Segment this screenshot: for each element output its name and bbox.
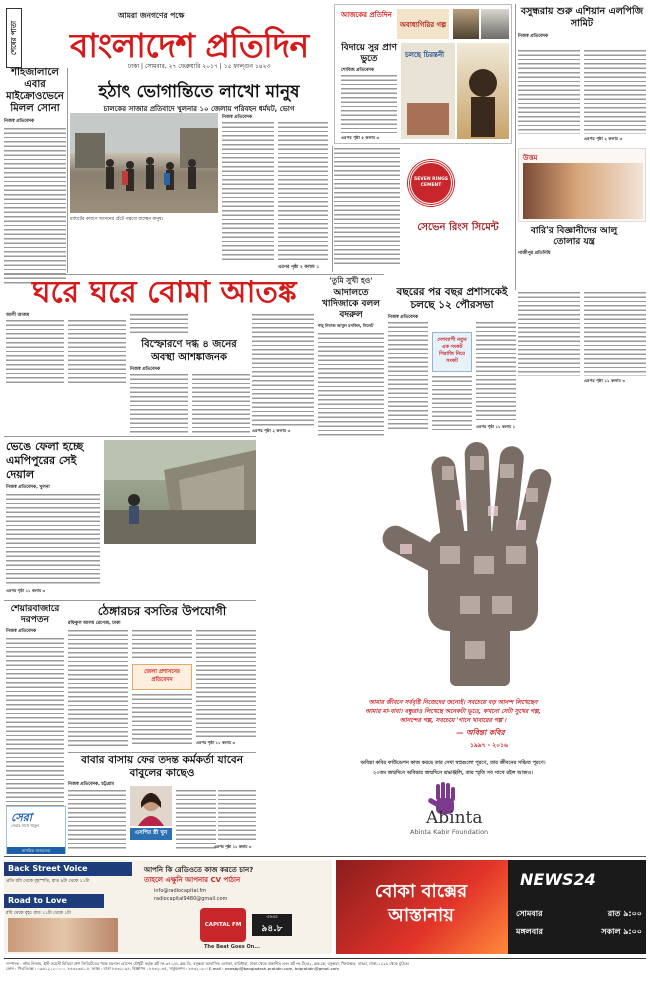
body-text (68, 630, 128, 746)
blast-body-2 (192, 374, 250, 434)
body-text-2 (278, 122, 328, 260)
potato-story (518, 226, 646, 292)
poster-3 (401, 43, 455, 139)
column-rule (332, 146, 333, 272)
potato-story-body (518, 292, 646, 388)
body-text-2 (432, 376, 472, 430)
supplement-band: অবাধ্যগিরির গল্প (397, 9, 449, 39)
handprint-collage (260, 436, 646, 696)
time-2: সকাল ৯:০০ (601, 927, 642, 936)
section-tag (6, 8, 22, 68)
body-text (318, 333, 384, 441)
headline[interactable]: বছরের পর বছর প্রশাসকেই চলছে ১২ পৌরসভা (396, 286, 508, 311)
byline: নিজস্ব প্রতিবেদক (518, 34, 549, 39)
imprint (6, 961, 644, 972)
byline: গাজীপুর প্রতিনিধি (518, 251, 551, 256)
radio-capital-ad[interactable] (4, 860, 332, 954)
bomb-body-1 (6, 320, 64, 384)
continued[interactable]: এরপর পৃষ্ঠা ২ কলাম ৩ (584, 136, 623, 141)
section-tag-label: শেষের পাতা (10, 20, 18, 55)
section-rule (4, 856, 646, 857)
continued[interactable]: এরপর পৃষ্ঠা ২ কলাম ১ (278, 265, 320, 270)
poster-1 (453, 9, 479, 39)
abinta-ad[interactable] (260, 436, 646, 854)
foundation-line: অবিন্তা কবির ফাউন্ডেশন কাজ করছে তার দেখা স্বপ্নগুলো পূরণে, তার জীবনের সঞ্চিত পূরণে। (360, 760, 546, 766)
abinta-signature: — অবিন্তা কবির (456, 728, 505, 737)
slum-story (68, 604, 256, 750)
supplement-text (341, 75, 397, 133)
bomb-body-2 (68, 320, 126, 384)
show2-time: রবি থেকে বৃহঃ রাত ১১টা থেকে ১টা (6, 911, 71, 916)
show1-banner (4, 862, 132, 876)
poster-4 (457, 43, 509, 139)
cement-brand: সেভেন রিংস সিমেন্ট (417, 222, 499, 233)
blast-headline[interactable]: বিস্ফোরণে দগ্ধ ৪ জনের অবস্থা আশঙ্কাজনক (141, 339, 237, 363)
show-title: বোকা বাক্সের আস্তানায় (374, 881, 468, 926)
sera-footer: নাগরিক সাজসেবা (7, 847, 65, 854)
byline: রফিকুল আলম রেপেজ, ঢাকা (68, 621, 121, 626)
byline: নিজস্ব প্রতিবেদক, চট্টগ্রাম (68, 782, 114, 787)
headline[interactable]: ভেঙে ফেলা হচ্ছে এমপিপুরের সেই দেয়াল (6, 440, 84, 481)
continued[interactable]: এরপর পৃষ্ঠা ১১ কলাম ৩ (214, 844, 252, 849)
continued[interactable]: এরপর পৃষ্ঠা ১১ কলাম ৩ (584, 378, 625, 383)
body-text-3 (218, 790, 256, 842)
byline: নিজস্ব প্রতিবেদক (4, 119, 35, 124)
sp-wife-caption: এসপির স্ত্রী খুন (130, 828, 172, 840)
body-text (222, 122, 274, 260)
lead-photo (70, 113, 218, 213)
time-1: রাত ৯:০০ (607, 909, 642, 918)
blast-body-1 (130, 374, 188, 434)
radio-email-2[interactable]: radiocapital9480@gmail.com (154, 896, 228, 902)
portrait-illustration (130, 786, 172, 826)
show1-time: প্রতি রবি থেকে বৃহস্পতি, রাত ৯টা থেকে ১১টা (6, 879, 90, 884)
supplement-logo: আজকের প্রতিদিন (341, 11, 392, 19)
abinta-quote (278, 698, 628, 725)
abinta-years: ১৯৯৭ - ২০১৬ (470, 742, 508, 749)
supplement-box (334, 4, 512, 144)
radio-question-1: আপনি কি রেডিওতে কাজ করতে চান? (144, 866, 254, 874)
callout-box: দেশব্যাপী নতুন এক সংকট সিরাজি নিয়ে সংকট (432, 332, 472, 372)
body-text (518, 50, 580, 134)
continued[interactable]: এরপর পৃষ্ঠা ১১ কলাম ৩ (196, 740, 236, 745)
ad-photo (523, 163, 643, 219)
body-text (518, 292, 580, 376)
channel-logo: NEWS24 (520, 870, 596, 889)
sera-brand: সেরা (11, 811, 32, 824)
bomb-byline: আলী আজম (6, 313, 30, 318)
quote-line-2: আমার মা-বাবা। বন্ধুরাও লিখেছে অনেকটা ভূতে, কখনো সেটা সুখের গল্প, (365, 708, 541, 715)
poster-2 (481, 9, 509, 39)
supplement-headline[interactable]: বিদায়ে সুর প্রাণ ভুতে (341, 43, 397, 64)
cement-ad[interactable] (402, 150, 512, 260)
imprint-line-1: সম্পাদক : নঈম নিজাম, ইস্ট ওয়েস্ট মিডিয়া গ্রুপ লিমিটেডের পক্ষে ময়নাল হোসেন চৌধুরী কর্তৃক প্লট নং-৩৭১/এ, ব্লক-ডি, বসুন্ধরা আবাসিক এলাকা, বারিধারা, ঢাকা থেকে প্রকাশিত এবং প্লট নং-সি/৫২, ব্লক-কে, বসুন্ধরা, খিলক্ষেত, বাড্ডা, ঢাকা-১২২৯ থেকে মুদ্রিত। (6, 961, 410, 966)
masthead-tagline: আমরা জনগণের পক্ষে (118, 11, 185, 20)
headline[interactable]: বাবার বাসায় ফের তদন্ত কর্মকর্তা যাবেন বাবুলের কাছেও (80, 754, 244, 779)
uttam-ad[interactable] (518, 148, 646, 222)
schedule-2 (516, 926, 642, 939)
headline[interactable]: শাহজালালে এবার মাইক্রোওভেনে মিলল সোনা (6, 67, 64, 114)
bomb-headline[interactable]: ঘরে ঘরে বোমা আতঙ্ক (32, 275, 297, 310)
cement-seal (408, 160, 454, 206)
father-story (68, 754, 256, 854)
silhouette-illustration (457, 43, 509, 139)
bomb-continued[interactable]: এরপর পৃষ্ঠা ২ কলাম ৩ (252, 428, 291, 433)
news24-ad[interactable] (336, 860, 646, 954)
show-title-panel (336, 860, 508, 954)
body-text (6, 638, 64, 806)
byline: নিজস্ব প্রতিবেদক (388, 315, 419, 320)
body-text-2 (176, 790, 216, 850)
photo-caption: ধর্মঘটের কারণে আসনের হেঁটে গন্তব্যে যাচ্ছেন মানুষ। (70, 217, 164, 222)
body-text (68, 790, 126, 850)
body-text-3 (132, 694, 192, 746)
body-text (4, 128, 66, 284)
body-text-2 (584, 292, 646, 376)
wall-story (6, 440, 100, 600)
bomb-body-3 (130, 314, 188, 334)
byline: নিজস্ব প্রতিবেদক (6, 629, 37, 634)
top-left-story (4, 67, 66, 273)
ad-brand: উত্তম (523, 154, 538, 162)
supplement-byline: শোবিজ প্রতিবেদক (341, 68, 375, 73)
court-story (318, 276, 384, 432)
radio-slogan: The Beat Goes On... (204, 944, 260, 950)
byline: নিজস্ব প্রতিবেদক (222, 115, 253, 120)
crowd-illustration (70, 113, 218, 213)
seal-text: SEVEN RINGS CEMENT (413, 177, 449, 188)
supplement-continued[interactable]: এরপর পৃষ্ঠা ৫ কলাম ৩ (341, 135, 380, 140)
column-rule (67, 68, 68, 273)
date-line: ঢাকা | সোমবার, ২৭ ফেব্রুয়ারি ২০১৭ | ১৫ ফাল্গুন ১৪২৩ (128, 63, 271, 70)
sera-tagline: সেরার সাথে থাকুন (11, 823, 39, 828)
continued[interactable]: এরপর পৃষ্ঠা ১১ কলাম ১ (476, 424, 516, 429)
body-text (388, 322, 428, 430)
section-rule (68, 752, 256, 753)
body-text (6, 494, 100, 586)
radio-email-1[interactable]: info@radiocapital.fm (154, 888, 207, 894)
poster-text: চলছে চিরন্তনী (405, 51, 445, 59)
hosts-photo (8, 918, 118, 952)
day-2: মঙ্গলবার (516, 927, 543, 936)
kicker: 'তুমি সুখী হও' (329, 276, 373, 285)
lead-story (70, 82, 328, 274)
pourashava-story (388, 286, 516, 436)
quote-line-1: আমার জীবনে সর্ববৃষ্টি নিজেদের জন্যেই। সবচেয়ে বড় আনন্দ লিখেছেন (368, 699, 538, 706)
column-rule (515, 4, 516, 290)
abinta-brand-sub: Abinta Kabir Foundation (410, 828, 489, 836)
continued[interactable]: এরপর পৃষ্ঠা ১১ কলাম ৩ (6, 588, 46, 593)
callout-box: জেলা প্রশাসনের প্রতিবেদন (132, 664, 192, 690)
body-text-3 (476, 322, 516, 422)
sp-wife-photo (130, 786, 172, 826)
bomb-body-4 (252, 314, 314, 426)
section-rule (4, 436, 256, 437)
headline[interactable]: শেয়ারবাজারে দরপতন (10, 604, 60, 625)
show1-title: Back Street Voice (8, 864, 88, 873)
freq-label: এফএম (266, 914, 278, 919)
headline[interactable]: বারি'র বিজ্ঞানীদের আলু তোলার যন্ত্র (530, 226, 618, 247)
masthead-title: বাংলাদেশ প্রতিদিন (70, 26, 309, 65)
subhead: চালকের সাজার প্রতিবাদে খুলনার ১০ জেলায় পরিবহন ধর্মঘট, ভোগ (103, 105, 295, 113)
freq-badge (252, 914, 292, 936)
byline: শাহ্ নিবাজ আবুল মসজিদ, সিলেট (318, 323, 374, 328)
freq-value: ৯৪.৮ (261, 924, 283, 934)
birthday-line: ২০তম জন্মদিনে অবিন্তার জন্মদিনে শ্রদ্ধাঞ্জলি, তার স্মৃতি সব সাথে রইল আজও। (373, 770, 533, 776)
poster-building (407, 103, 449, 135)
body-text-4 (196, 630, 256, 738)
radio-station-logo (200, 908, 246, 942)
sera-ad[interactable] (6, 806, 66, 854)
share-story (6, 604, 64, 804)
body-text (334, 148, 400, 266)
body-text-2 (584, 50, 646, 134)
schedule-1 (516, 908, 642, 921)
imprint-line-2: ফোন : পিএবিএক্স : ০৯৬১২১২০০০০, ৮৪৩২৩৬১-৪, ফ্যাক্স : বার্তা ৮৪৩২০৯৪, বিজ্ঞাপন : ৮৪৩২০৪৫, সার্কুলেশন : ৮৪৩২০৯০। E-mail : newsbp@bangladesh-pratidin.com, bdpratidin@gmail.com (6, 966, 340, 972)
right-column-story (518, 6, 646, 146)
section-rule (4, 600, 256, 601)
headline[interactable]: বসুন্ধরায় শুরু এশিয়ান এলপিজি সামিট (520, 6, 644, 29)
day-1: সোমবার (516, 909, 543, 918)
supplement-continued-column (334, 148, 400, 272)
footer-rule (4, 958, 646, 959)
byline: নিজস্ব প্রতিবেদক, খুলনা (6, 485, 50, 490)
body-text-2 (132, 630, 192, 660)
show2-title: Road to Love (8, 896, 67, 905)
quote-line-3: আনন্দের গল্প, সবচেয়ে 'গানে খাবারের গল্প'। (399, 717, 507, 724)
headline[interactable]: হঠাৎ ভোগান্তিতে লাখো মানুষ (98, 82, 300, 102)
show2-banner (4, 894, 104, 908)
wall-illustration (104, 440, 256, 544)
abinta-brand: Abinta (426, 808, 483, 828)
station-name: CAPITAL FM (204, 922, 242, 928)
radio-question-2: তাহলে এক্ষুনি আপনার CV পাঠান (144, 876, 241, 884)
wall-photo (104, 440, 256, 544)
headline[interactable]: আদালতে খাদিজাকে বলল বদরুল (322, 288, 380, 320)
blast-byline: নিজস্ব প্রতিবেদক (130, 367, 161, 372)
headline[interactable]: ঠেঙ্গারচর বসতির উপযোগী (97, 604, 227, 618)
